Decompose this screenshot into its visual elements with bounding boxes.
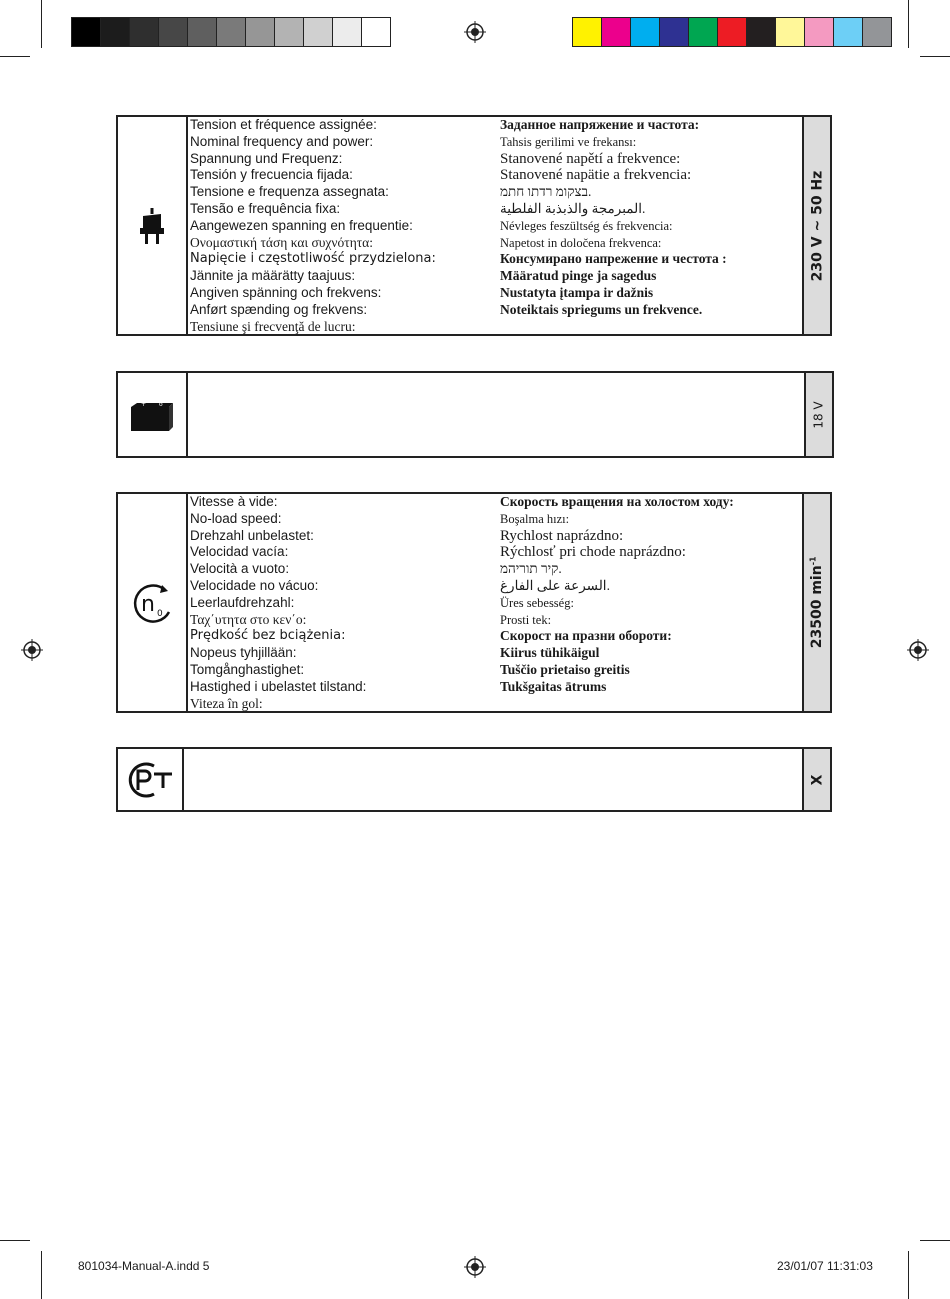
- spec-label-line: Viteza în gol:: [190, 695, 263, 711]
- color-swatch: [775, 17, 805, 47]
- spec-label-line: Prędkość bez bciążenia:: [190, 628, 346, 644]
- spec-label-line: Rychlost naprázdno:: [500, 527, 624, 544]
- color-swatch: [833, 17, 863, 47]
- gray-swatch: [303, 17, 333, 47]
- crop-mark: [920, 56, 950, 57]
- voltage-value-cell: [802, 117, 830, 334]
- spec-label-line: Tahsis gerilimi ve frekansı:: [500, 134, 637, 149]
- speed-label-list-left: [190, 494, 366, 712]
- spec-label-line: Ονομαστική τάση και συχνότητα:: [190, 234, 374, 250]
- color-swatch: [659, 17, 689, 47]
- spec-label-line: Velocidade no vácuo:: [190, 577, 319, 593]
- spec-label-line: Névleges feszültség és frekvencia:: [500, 218, 673, 233]
- color-swatch-bar: [572, 17, 891, 47]
- no-load-speed-icon: [129, 580, 175, 626]
- spec-label-line: Консумирано напрежение и честота :: [500, 251, 727, 267]
- footer-file-name: 801034-Manual-A.indd 5: [78, 1259, 210, 1273]
- gray-swatch: [71, 17, 101, 47]
- spec-label-line: Tensione e frequenza assegnata:: [190, 184, 389, 200]
- crop-mark: [41, 1251, 42, 1299]
- battery-value: 18 V: [812, 400, 827, 429]
- svg-text:o: o: [159, 400, 163, 408]
- gray-swatch: [100, 17, 130, 47]
- spec-label-line: Tension et fréquence assignée:: [190, 117, 377, 132]
- voltage-label-list-left: [190, 117, 436, 335]
- battery-icon-cell: [118, 373, 188, 456]
- spec-label-line: Rýchlosť pri chode naprázdno:: [500, 544, 686, 561]
- spec-label-line: Napięcie i częstotliwość przydzielona:: [190, 251, 436, 267]
- spec-label-line: Määratud pinge ja sagedus: [500, 268, 657, 284]
- registration-mark-icon: [21, 639, 43, 661]
- svg-text:+: +: [141, 400, 147, 408]
- voltage-spec-box: [116, 115, 832, 336]
- color-swatch: [862, 17, 892, 47]
- gray-swatch: [158, 17, 188, 47]
- spec-label-line: Üres sebesség:: [500, 595, 574, 610]
- spec-label-line: Vitesse à vide:: [190, 494, 278, 509]
- spec-label-line: Tomgånghastighet:: [190, 661, 305, 677]
- battery-spec-box: [116, 371, 834, 458]
- gray-swatch: [187, 17, 217, 47]
- svg-text:n: n: [141, 591, 155, 617]
- voltage-label-list-right: [500, 117, 727, 319]
- spec-label-line: Tuščio prietaiso greitis: [500, 661, 630, 677]
- gray-swatch: [274, 17, 304, 47]
- spec-label-line: Tensão e frequência fixa:: [190, 200, 341, 216]
- certification-icon-cell: [118, 749, 184, 810]
- crop-mark: [908, 0, 909, 48]
- color-swatch: [601, 17, 631, 47]
- color-swatch: [717, 17, 747, 47]
- gray-swatch: [361, 17, 391, 47]
- spec-label-line: Velocità a vuoto:: [190, 561, 290, 577]
- spec-label-line: Prosti tek:: [500, 612, 552, 627]
- svg-text:0: 0: [157, 608, 163, 619]
- certification-value-cell: [802, 749, 830, 810]
- plug-icon: [139, 206, 165, 246]
- certification-spec-box: [116, 747, 832, 812]
- spec-label-line: Stanovené napětí a frekvence:: [500, 150, 681, 167]
- battery-icon: [129, 397, 175, 433]
- spec-label-line: المبرمجة والذبذبة الفلطية.: [500, 200, 646, 216]
- spec-label-line: Ταχ΄υτητα στο κεν΄ο:: [190, 611, 307, 627]
- spec-label-line: Napetost in določena frekvenca:: [500, 235, 662, 250]
- spec-label-line: Tensiune şi frecvenţă de lucru:: [190, 318, 356, 334]
- gray-swatch: [216, 17, 246, 47]
- spec-label-line: Kiirus tühikäigul: [500, 645, 600, 661]
- crop-mark: [41, 0, 42, 48]
- spec-label-line: Nominal frequency and power:: [190, 133, 374, 149]
- gray-swatch: [129, 17, 159, 47]
- speed-spec-box: [116, 492, 832, 713]
- registration-mark-icon: [907, 639, 929, 661]
- spec-label-line: Заданное напряжение и частота:: [500, 117, 700, 132]
- spec-label-line: Spannung und Frequenz:: [190, 150, 343, 166]
- registration-mark-icon: [464, 21, 486, 43]
- certification-value: X: [808, 774, 825, 785]
- spec-label-line: Noteiktais spriegums un frekvence.: [500, 301, 703, 317]
- spec-label-line: Anført spænding og frekvens:: [190, 301, 368, 317]
- battery-value-cell: [804, 373, 832, 456]
- spec-label-line: Tensión y frecuencia fijada:: [190, 167, 353, 183]
- color-swatch: [804, 17, 834, 47]
- spec-label-line: Aangewezen spanning en frequentie:: [190, 217, 413, 233]
- spec-label-line: Hastighed i ubelastet tilstand:: [190, 678, 367, 694]
- spec-label-line: בצקומ רדתו חתמ.: [500, 184, 592, 200]
- spec-label-line: Nopeus tyhjillään:: [190, 645, 297, 661]
- spec-label-line: Nustatyta įtampa ir dažnis: [500, 284, 654, 300]
- spec-label-line: السرعة على الفارغ.: [500, 577, 610, 593]
- spec-label-line: Tukšgaitas ātrums: [500, 678, 607, 694]
- color-swatch: [572, 17, 602, 47]
- spec-label-line: Leerlaufdrehzahl:: [190, 594, 295, 610]
- crop-mark: [0, 1240, 30, 1241]
- speed-icon-cell: [118, 494, 188, 711]
- spec-label-line: Скорость вращения на холостом ходу:: [500, 494, 734, 509]
- crop-mark: [908, 1251, 909, 1299]
- color-swatch: [630, 17, 660, 47]
- gost-r-certification-icon: [124, 760, 176, 800]
- registration-mark-icon: [464, 1256, 486, 1278]
- spec-label-line: No-load speed:: [190, 510, 282, 526]
- spec-label-line: קיר תוריהמ.: [500, 561, 562, 577]
- spec-label-line: Jännite ja määrätty taajuus:: [190, 268, 356, 284]
- voltage-value: 230 V ~ 50 Hz: [809, 170, 826, 281]
- crop-mark: [920, 1240, 950, 1241]
- speed-value-cell: [802, 494, 830, 711]
- spec-label-line: Скорост на празни обороти:: [500, 628, 672, 644]
- gray-swatch: [245, 17, 275, 47]
- speed-value-number: 23500 min: [809, 565, 826, 649]
- crop-mark: [0, 56, 30, 57]
- spec-label-line: Boşalma hızı:: [500, 511, 570, 526]
- spec-label-line: Angiven spänning och frekvens:: [190, 284, 382, 300]
- spec-label-line: Velocidad vacía:: [190, 544, 289, 560]
- speed-value-exponent: -1: [808, 556, 818, 566]
- speed-label-list-right: [500, 494, 734, 696]
- grayscale-swatch-bar: [71, 17, 390, 47]
- spec-label-line: Drehzahl unbelastet:: [190, 527, 314, 543]
- footer-timestamp: 23/01/07 11:31:03: [777, 1259, 873, 1273]
- color-swatch: [688, 17, 718, 47]
- spec-label-line: Stanovené napätie a frekvencia:: [500, 167, 692, 184]
- color-swatch: [746, 17, 776, 47]
- gray-swatch: [332, 17, 362, 47]
- voltage-icon-cell: [118, 117, 188, 334]
- speed-value: [809, 557, 826, 649]
